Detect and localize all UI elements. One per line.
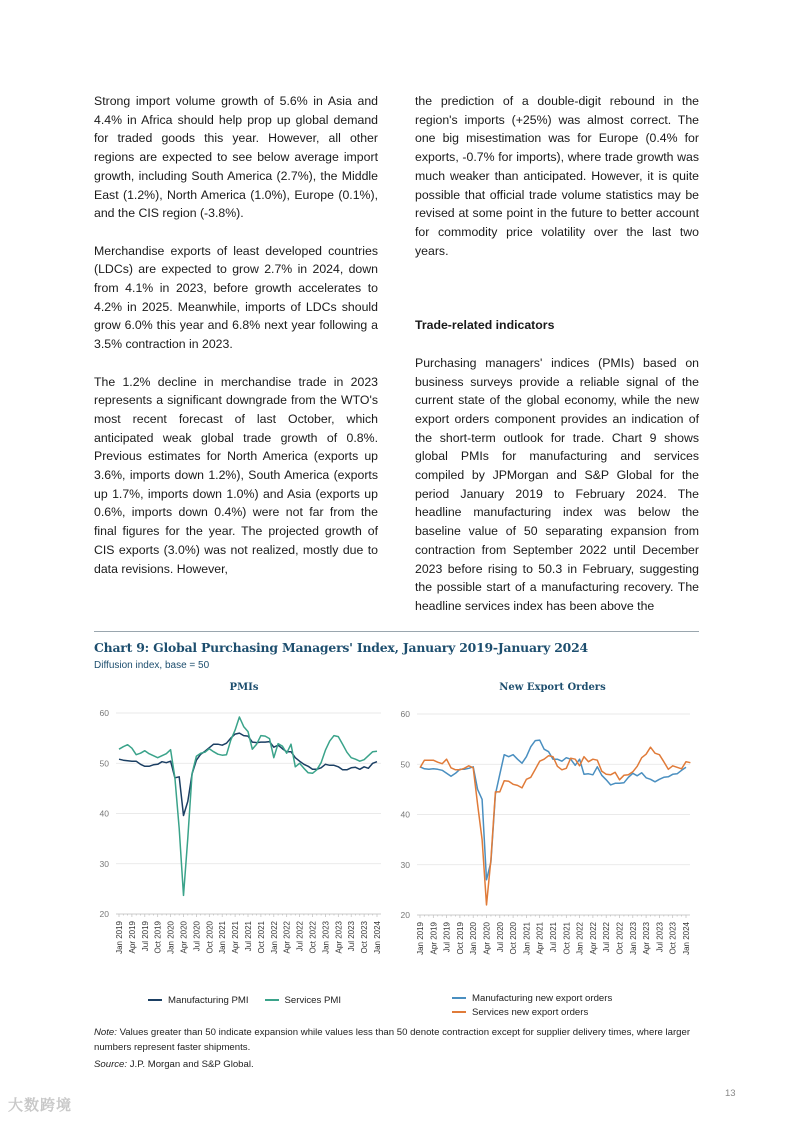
- x-tick-label: Apr 2021: [535, 922, 545, 955]
- legend-swatch-icon: [148, 999, 162, 1001]
- y-tick-label: 60: [99, 708, 109, 718]
- y-tick-label: 30: [400, 859, 410, 870]
- x-tick-label: Jul 2022: [295, 921, 305, 952]
- x-tick-label: Jul 2020: [495, 922, 505, 953]
- legend-label: Services new export orders: [472, 1006, 589, 1018]
- x-tick-label: Oct 2021: [256, 921, 266, 954]
- x-tick-label: Apr 2019: [429, 922, 439, 955]
- pmi-legend: [148, 993, 341, 1007]
- x-tick-label: Jul 2021: [549, 922, 558, 953]
- y-tick-label: 40: [99, 808, 109, 819]
- y-tick-label: 30: [99, 858, 109, 869]
- x-tick-label: Apr 2020: [482, 922, 492, 955]
- y-tick-label: 20: [400, 910, 410, 920]
- x-tick-label: Jan 2019: [115, 921, 124, 954]
- page-number: 13: [725, 1088, 736, 1099]
- series-line: [119, 733, 377, 815]
- body-column-left: [94, 92, 378, 597]
- body-column-right: [415, 92, 699, 634]
- x-tick-label: Oct 2020: [205, 921, 215, 954]
- y-tick-label: 60: [400, 709, 410, 719]
- pmi-line-chart: [94, 700, 394, 980]
- y-tick-label: 50: [99, 758, 109, 769]
- x-tick-label: Oct 2022: [615, 922, 625, 955]
- legend-swatch-icon: [452, 1011, 466, 1013]
- paragraph: The 1.2% decline in merchandise trade in 2023 represents a significant downgrade from the WTO's most recent forecast of last October, which anticipated weak global trade growth of 0.8%. Previous estimates for North America (exports up 3.6%, imports down 1.2%), South America (exports up 1.7%, imports down 1.0%) and Asia (exports up 0.6%, imports down 0.4%) were not far from the final figures for the year. The projected growth of CIS exports (3.0%) was not realized, mostly due to data revisions. However,: [94, 374, 378, 576]
- paragraph: Purchasing managers' indices (PMIs) based on business surveys provide a reliable signal of the current state of the global economy, while the new export orders component provides an indication of the short-term outlook for trade. Chart 9 shows global PMIs for manufacturing and services compiled by JPMorgan and S&P Global for the period January 2019 to February 2024. The headline manufacturing index was below the baseline value of 50 separating expansion from contraction from September 2022 until December 2023 before rising to 50.3 in February, suggesting the possible start of a manufacturing recovery. The headline services index has been above the: [415, 355, 699, 613]
- x-tick-label: Jan 2024: [682, 922, 691, 955]
- legend-item: [452, 1005, 612, 1019]
- x-tick-label: Jan 2024: [373, 921, 382, 954]
- series-line: [420, 747, 690, 905]
- x-tick-label: Apr 2021: [231, 921, 241, 954]
- source-text: J.P. Morgan and S&P Global.: [127, 1059, 254, 1070]
- x-tick-label: Jan 2022: [575, 922, 585, 955]
- watermark-logo: 大数跨境: [8, 1097, 73, 1114]
- x-tick-label: Jan 2023: [628, 922, 638, 955]
- series-line: [420, 740, 686, 880]
- x-tick-label: Jul 2023: [347, 921, 357, 952]
- chart-subtitle: Diffusion index, base = 50: [94, 660, 210, 671]
- x-tick-label: Oct 2023: [360, 921, 370, 954]
- x-tick-label: Jul 2019: [140, 921, 150, 952]
- source-label: Source:: [94, 1059, 128, 1070]
- legend-item: [452, 991, 612, 1005]
- x-tick-label: Apr 2022: [282, 921, 292, 954]
- section-subheading: Trade-related indicators: [415, 318, 555, 333]
- y-tick-label: 40: [400, 809, 410, 820]
- export-orders-line-chart: [395, 700, 700, 980]
- figure-divider: [94, 631, 699, 632]
- figure-notes: [94, 1025, 704, 1074]
- x-tick-label: Jul 2022: [602, 922, 612, 953]
- y-tick-label: 50: [400, 759, 410, 770]
- x-tick-label: Apr 2022: [588, 922, 598, 955]
- x-tick-label: Oct 2021: [562, 922, 572, 955]
- x-tick-label: Apr 2019: [127, 921, 137, 954]
- x-tick-label: Jan 2023: [321, 921, 331, 954]
- chart-title: Chart 9: Global Purchasing Managers' Index, January 2019-January 2024: [94, 640, 588, 655]
- paragraph: the prediction of a double-digit rebound in the region's imports (+25%) was almost correct. The one big misestimation was for Europe (0.4% for exports, -0.7% for imports), where trade growth was much weaker than anticipated. However, it is quite possible that official trade volume statistics may be revised at some point in the future to better account for commodity price volatility over the last two years.: [415, 94, 699, 258]
- note-text: Values greater than 50 indicate expansion while values less than 50 denote contraction except for supplier delivery times, where larger numbers represent faster shipments.: [94, 1027, 691, 1053]
- panel-title-new-export-orders: New Export Orders: [499, 682, 606, 693]
- source-line: [94, 1057, 704, 1072]
- note-label: Note:: [94, 1027, 117, 1038]
- paragraph: Strong import volume growth of 5.6% in Asia and 4.4% in Africa should help prop up global demand for traded goods this year. However, all other regions are expected to see below average import growth, including South America (2.7%), the Middle East (1.2%), North America (1.0%), Europe (0.1%), and the CIS region (-3.8%).: [94, 94, 378, 221]
- x-tick-label: Apr 2023: [334, 921, 344, 954]
- x-tick-label: Oct 2020: [509, 922, 519, 955]
- x-tick-label: Oct 2022: [308, 921, 318, 954]
- x-tick-label: Apr 2020: [179, 921, 189, 954]
- legend-swatch-icon: [452, 997, 466, 999]
- export-orders-legend: [452, 991, 612, 1019]
- legend-label: Manufacturing new export orders: [472, 992, 613, 1004]
- x-tick-label: Apr 2023: [642, 922, 652, 955]
- legend-label: Services PMI: [284, 994, 342, 1006]
- legend-label: Manufacturing PMI: [168, 994, 249, 1006]
- legend-item: [265, 993, 342, 1007]
- panel-title-pmis: PMIs: [229, 682, 259, 693]
- series-line: [119, 717, 377, 895]
- x-tick-label: Jan 2020: [166, 921, 176, 954]
- note-line: [94, 1025, 704, 1055]
- x-tick-label: Jul 2021: [244, 921, 253, 952]
- paragraph: Merchandise exports of least developed countries (LDCs) are expected to grow 2.7% in 2024, down from 4.1% in 2023, before growth accelerates to 4.2% in 2025. Meanwhile, imports of LDCs should grow 6.0% this year and 6.8% next year following a 3.5% contraction in 2023.: [94, 243, 378, 352]
- x-tick-label: Oct 2019: [455, 922, 465, 955]
- x-tick-label: Jan 2021: [218, 921, 228, 954]
- y-tick-label: 20: [99, 909, 109, 919]
- legend-swatch-icon: [265, 999, 279, 1001]
- x-tick-label: Jan 2019: [416, 922, 425, 955]
- x-tick-label: Jul 2023: [655, 922, 665, 953]
- legend-item: [148, 993, 249, 1007]
- x-tick-label: Jan 2020: [469, 922, 479, 955]
- x-tick-label: Jul 2020: [192, 921, 202, 952]
- x-tick-label: Jan 2022: [269, 921, 279, 954]
- x-tick-label: Jul 2019: [442, 922, 452, 953]
- x-tick-label: Oct 2023: [668, 922, 678, 955]
- x-tick-label: Oct 2019: [153, 921, 163, 954]
- x-tick-label: Jan 2021: [522, 922, 532, 955]
